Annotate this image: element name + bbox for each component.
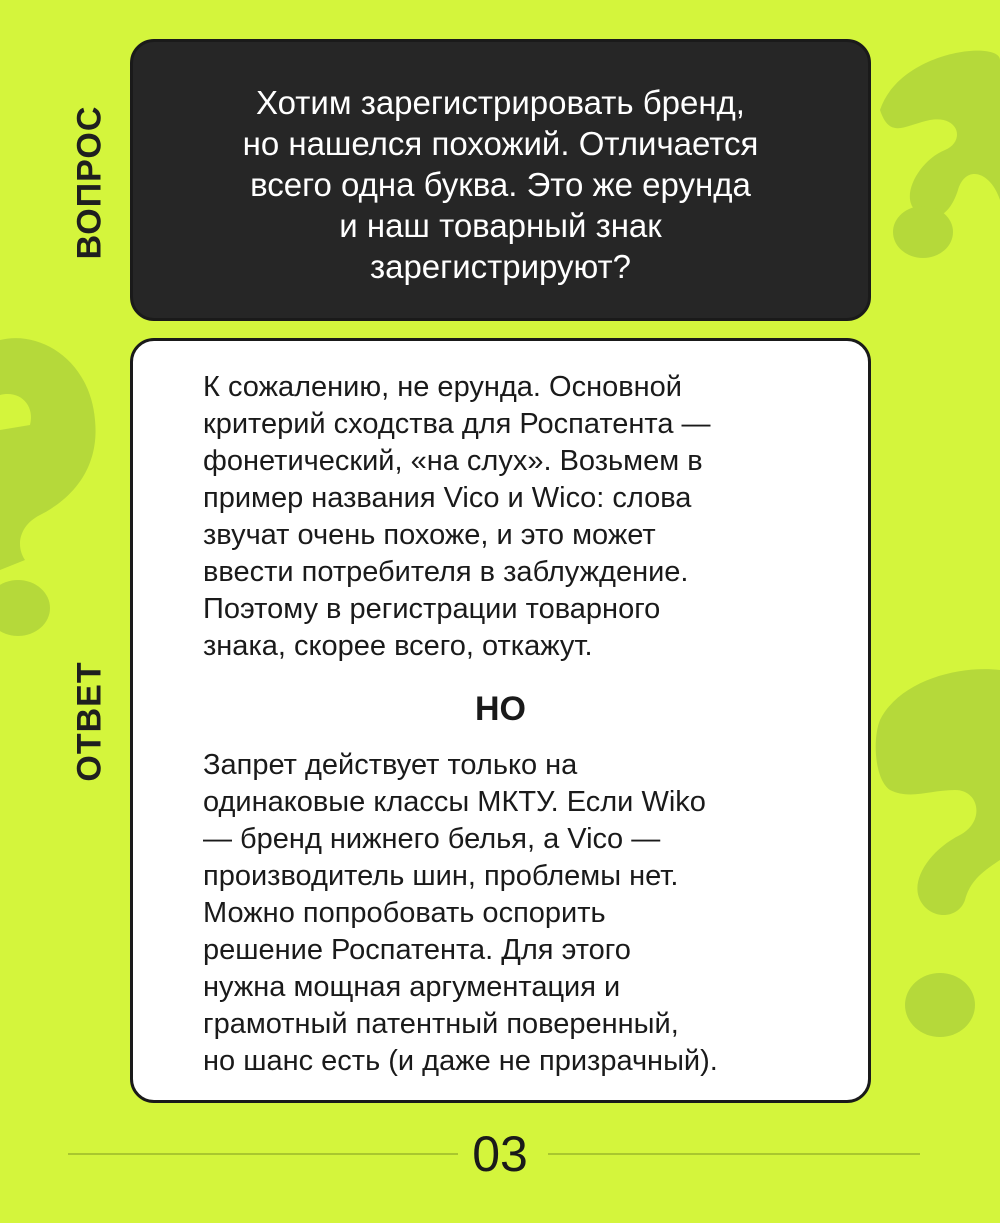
answer-label: ОТВЕТ [70, 661, 109, 782]
question-mark-icon [880, 51, 1000, 258]
answer-paragraph-1: К сожалению, не ерунда. Основной критерий сходства для Роспатента — фонетический, «на слух». Возьмем в пример названия Vico и Wico: слова звучат очень похоже, и это может ввести потребителя в заблуждение. Поэтому в регистрации товарного знака, скорее всего, откажут. [203, 371, 711, 662]
footer-divider-right [548, 1153, 920, 1155]
question-mark-icon [0, 338, 96, 636]
question-card [130, 39, 871, 321]
question-mark-icon [876, 669, 1000, 1037]
answer-paragraph-2: Запрет действует только на одинаковые классы МКТУ. Если Wiko — бренд нижнего белья, а Vico — производитель шин, проблемы нет. Можно попробовать оспорить решение Роспатента. Для этого нужна мощная аргументация и грамотный патентный поверенный, но шанс есть (и даже не призрачный). [203, 749, 718, 1077]
question-label: ВОПРОС [70, 105, 109, 260]
question-text: Хотим зарегистрировать бренд, но нашелся похожий. Отличается всего одна буква. Это же ерунда и наш товарный знак зарегистрируют? [242, 84, 759, 285]
answer-card [130, 338, 871, 1103]
page-number: 03 [472, 1126, 528, 1182]
answer-but-heading: НО [475, 690, 526, 728]
footer-divider-left [68, 1153, 458, 1155]
